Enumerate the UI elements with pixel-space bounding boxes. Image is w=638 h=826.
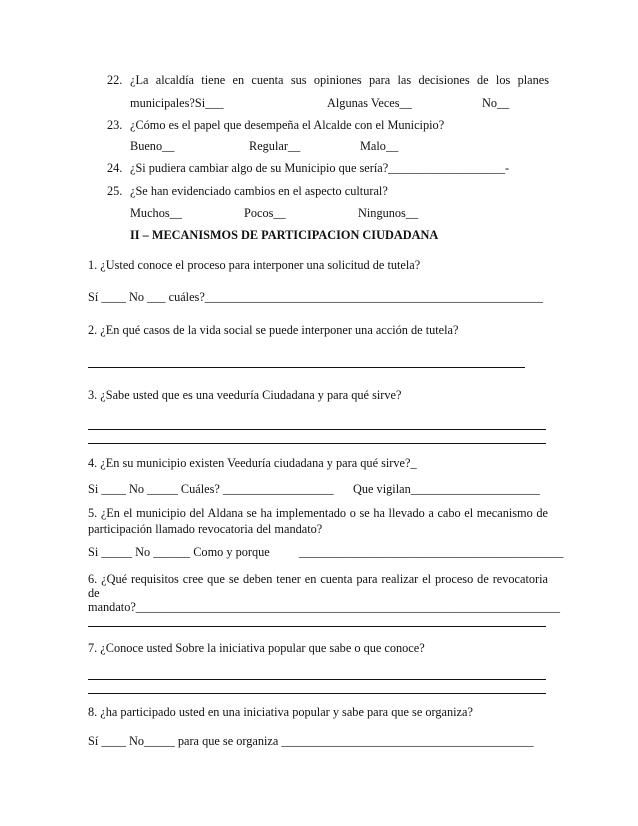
question-7: 7. ¿Conoce usted Sobre la iniciativa popular que sabe o que conoce? [88,641,425,655]
item-25-number: 25. [107,184,123,198]
question-2-answer-line[interactable] [88,367,525,368]
item-25-option-pocos: Pocos__ [244,206,286,220]
item-25-option-muchos: Muchos__ [130,206,182,220]
question-1: 1. ¿Usted conoce el proceso para interponer una solicitud de tutela? [88,258,421,272]
question-4-answer-b: Que vigilan_____________________ [353,482,540,496]
question-2: 2. ¿En qué casos de la vida social se puede interponer una acción de tutela? [88,323,459,337]
question-3-answer-line-2[interactable] [88,443,546,444]
question-3: 3. ¿Sabe usted que es una veeduría Ciudadana y para qué sirve? [88,388,402,402]
question-6-line-1: 6. ¿Qué requisitos cree que se deben tener en cuenta para realizar el proceso de revocatoria [88,572,548,586]
section-title: II – MECANISMOS DE PARTICIPACION CIUDADANA [130,228,439,242]
item-25-option-ningunos: Ningunos__ [358,206,419,220]
question-1-answer: Sí ____ No ___ cuáles?_______________________________________________________ [88,290,543,304]
question-8-answer: Sí ____ No_____ para que se organiza _________________________________________ [88,734,534,748]
item-23-option-regular: Regular__ [249,139,301,153]
item-24-question: ¿Si pudiera cambiar algo de su Municipio que sería?___________________- [130,161,510,175]
question-7-answer-line-2[interactable] [88,693,546,694]
question-6-line-3: mandato?_____________________________________________________________________ [88,600,561,614]
item-22-option-si: municipales?Si___ [130,96,224,110]
question-5-line-1: 5. ¿En el municipio del Aldana se ha implementado o se ha llevado a cabo el mecanismo de [88,506,548,520]
question-4: 4. ¿En su municipio existen Veeduría ciudadana y para qué sirve?_ [88,456,417,470]
item-22-option-no: No__ [482,96,510,110]
question-3-answer-line-1[interactable] [88,429,546,430]
item-23-number: 23. [107,118,123,132]
question-8: 8. ¿ha participado usted en una iniciativa popular y sabe para que se organiza? [88,705,473,719]
question-6-answer-line[interactable] [88,626,546,627]
question-4-answer-a: Si ____ No _____ Cuáles? __________________ [88,482,334,496]
question-6-line-2: de [88,586,100,600]
item-22-option-algunas-veces: Algunas Veces__ [327,96,412,110]
item-22-number: 22. [107,73,123,87]
item-23-question: ¿Cómo es el papel que desempeña el Alcalde con el Municipio? [130,118,445,132]
item-25-question: ¿Se han evidenciado cambios en el aspecto cultural? [130,184,388,198]
item-22-question: ¿La alcaldía tiene en cuenta sus opiniones para las decisiones de los planes [130,73,549,87]
question-7-answer-line-1[interactable] [88,679,546,680]
question-5-answer-b: ___________________________________________ [299,545,564,559]
item-23-option-malo: Malo__ [360,139,399,153]
item-23-option-bueno: Bueno__ [130,139,175,153]
item-24-number: 24. [107,161,123,175]
question-5-answer-a: Si _____ No ______ Como y porque [88,545,270,559]
question-5-line-2: participación llamado revocatoria del mandato? [88,522,323,536]
